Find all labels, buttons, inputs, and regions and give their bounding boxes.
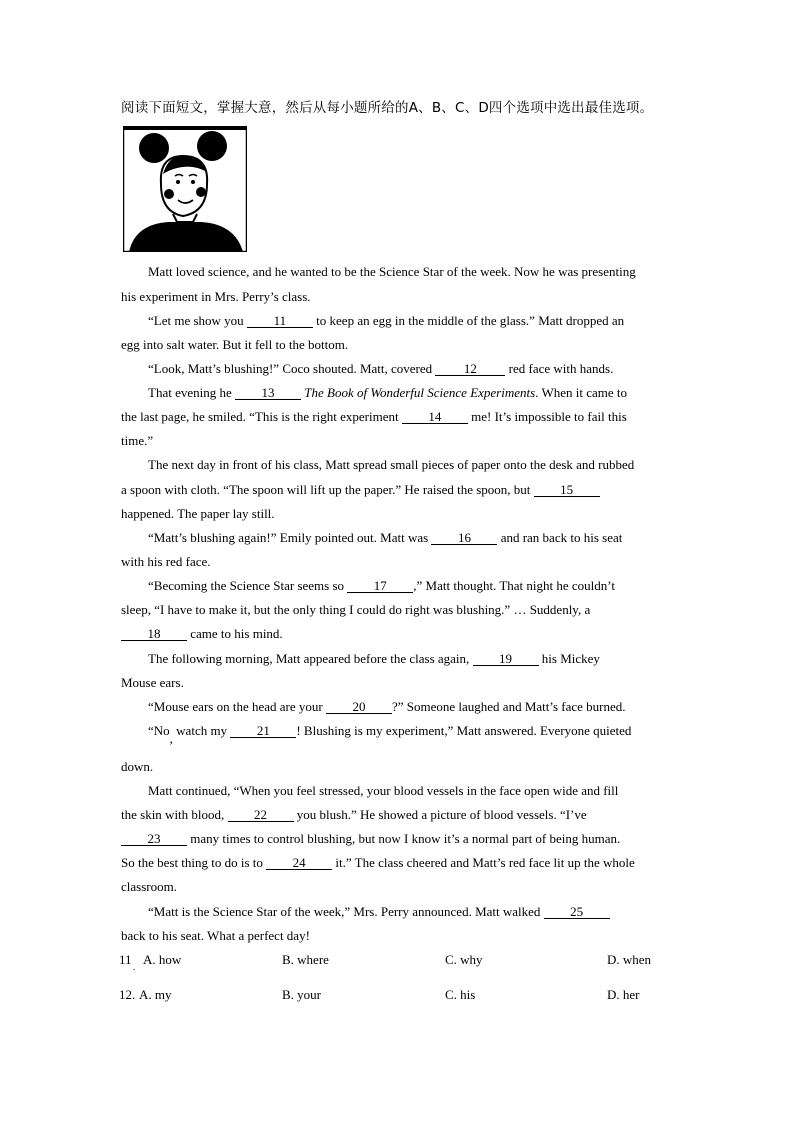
passage-text: the last page, he smiled. “This is the right experiment bbox=[121, 409, 399, 424]
question-separator: . bbox=[133, 962, 136, 972]
option-b[interactable]: B. where bbox=[282, 952, 329, 967]
passage-line: back to his seat. What a perfect day! bbox=[121, 928, 310, 943]
blank-17: 17 bbox=[347, 579, 413, 593]
book-title: The Book of Wonderful Science Experiments bbox=[304, 385, 536, 400]
passage-text: “Look, Matt’s blushing!” Coco shouted. Matt, covered bbox=[148, 361, 433, 376]
passage-text: ! Blushing is my experiment,” Matt answered. Everyone quieted bbox=[296, 723, 632, 738]
passage-line bbox=[121, 482, 600, 498]
passage-line: time.” bbox=[121, 433, 154, 448]
passage-line bbox=[148, 361, 613, 377]
blank-11: 11 bbox=[247, 314, 313, 328]
passage-line bbox=[148, 651, 600, 667]
passage-line bbox=[148, 385, 627, 401]
passage-line: Matt loved science, and he wanted to be the Science Star of the week. Now he was presenting bbox=[148, 264, 636, 279]
passage-line bbox=[148, 699, 626, 715]
blank-24: 24 bbox=[266, 856, 332, 870]
passage-text: red face with hands. bbox=[508, 361, 614, 376]
passage-line bbox=[148, 313, 624, 329]
blank-20: 20 bbox=[326, 700, 392, 714]
option-d[interactable]: D. her bbox=[607, 987, 640, 1002]
passage-line: The next day in front of his class, Matt spread small pieces of paper onto the desk and rubbed bbox=[148, 457, 635, 472]
passage-text: “Mouse ears on the head are your bbox=[148, 699, 323, 714]
passage-text: me! It’s impossible to fail this bbox=[471, 409, 627, 424]
passage-text: So the best thing to do is to bbox=[121, 855, 263, 870]
passage-line bbox=[148, 904, 610, 920]
option-a[interactable]: A. my bbox=[139, 987, 172, 1002]
option-c[interactable]: C. why bbox=[445, 952, 483, 967]
passage-text: his Mickey bbox=[541, 651, 600, 666]
passage-line: classroom. bbox=[121, 879, 177, 894]
passage-line bbox=[121, 626, 283, 642]
boy-illustration-svg bbox=[123, 126, 247, 252]
option-b[interactable]: B. your bbox=[282, 987, 321, 1002]
passage-line bbox=[148, 578, 615, 594]
passage-line bbox=[121, 831, 620, 847]
passage-text: “Let me show you bbox=[148, 313, 244, 328]
blank-23: 23 bbox=[121, 832, 187, 846]
passage-text: “No bbox=[148, 723, 170, 738]
passage-line: down. bbox=[121, 759, 154, 774]
passage-line: with his red face. bbox=[121, 554, 211, 569]
blank-19: 19 bbox=[473, 652, 539, 666]
instruction-text: 阅读下面短文，掌握大意，然后从每小题所给的A、B、C、D四个选项中选出最佳选项。 bbox=[121, 100, 654, 116]
blank-22: 22 bbox=[228, 808, 294, 822]
blank-21: 21 bbox=[230, 724, 296, 738]
passage-comma: , bbox=[169, 731, 173, 746]
passage-line: egg into salt water. But it fell to the bottom. bbox=[121, 337, 349, 352]
passage-line: Matt continued, “When you feel stressed, your blood vessels in the face open wide and fill bbox=[148, 783, 619, 798]
passage-text: and ran back to his seat bbox=[500, 530, 623, 545]
blank-25: 25 bbox=[544, 905, 610, 919]
passage-text: ?” Someone laughed and Matt’s face burned. bbox=[391, 699, 626, 714]
passage-line: sleep, “I have to make it, but the only thing I could do right was blushing.” … Suddenly, a bbox=[121, 602, 591, 617]
passage-line bbox=[148, 723, 632, 746]
passage-text: The following morning, Matt appeared before the class again, bbox=[148, 651, 470, 666]
passage-text: ,” Matt thought. That night he couldn’t bbox=[413, 578, 615, 593]
boy-with-mickey-ears-image bbox=[123, 126, 247, 252]
passage-line: Mouse ears. bbox=[121, 675, 184, 690]
passage-line bbox=[121, 807, 587, 823]
passage-line bbox=[121, 409, 627, 425]
passage-text: “Matt’s blushing again!” Emily pointed out. Matt was bbox=[148, 530, 429, 545]
option-c[interactable]: C. his bbox=[445, 987, 476, 1002]
passage-text: it.” The class cheered and Matt’s red face lit up the whole bbox=[335, 855, 635, 870]
passage-text: to keep an egg in the middle of the glass.” Matt dropped an bbox=[316, 313, 625, 328]
passage-text: “Becoming the Science Star seems so bbox=[148, 578, 345, 593]
blank-13: 13 bbox=[235, 386, 301, 400]
blank-18: 18 bbox=[121, 627, 187, 641]
question-number: 12. bbox=[119, 987, 136, 1002]
passage-text: . When it came to bbox=[535, 385, 627, 400]
question-number: 11 bbox=[119, 952, 132, 967]
passage-text: watch my bbox=[176, 723, 228, 738]
blank-14: 14 bbox=[402, 410, 468, 424]
passage-line: his experiment in Mrs. Perry’s class. bbox=[121, 289, 311, 304]
passage-text: a spoon with cloth. “The spoon will lift up the paper.” He raised the spoon, but bbox=[121, 482, 531, 497]
passage-line: happened. The paper lay still. bbox=[121, 506, 275, 521]
option-a[interactable]: A. how bbox=[143, 952, 182, 967]
passage-text: the skin with blood, bbox=[121, 807, 225, 822]
passage-text: “Matt is the Science Star of the week,” Mrs. Perry announced. Matt walked bbox=[148, 904, 541, 919]
blank-15: 15 bbox=[534, 483, 600, 497]
blank-16: 16 bbox=[431, 531, 497, 545]
blank-12: 12 bbox=[435, 362, 505, 376]
passage-text: many times to control blushing, but now I know it’s a normal part of being human. bbox=[190, 831, 621, 846]
option-d[interactable]: D. when bbox=[607, 952, 652, 967]
passage-line bbox=[148, 530, 622, 546]
passage-line bbox=[121, 855, 635, 871]
passage-text: That evening he bbox=[148, 385, 232, 400]
passage-text: you blush.” He showed a picture of blood vessels. “I’ve bbox=[296, 807, 587, 822]
passage-text: came to his mind. bbox=[190, 626, 283, 641]
